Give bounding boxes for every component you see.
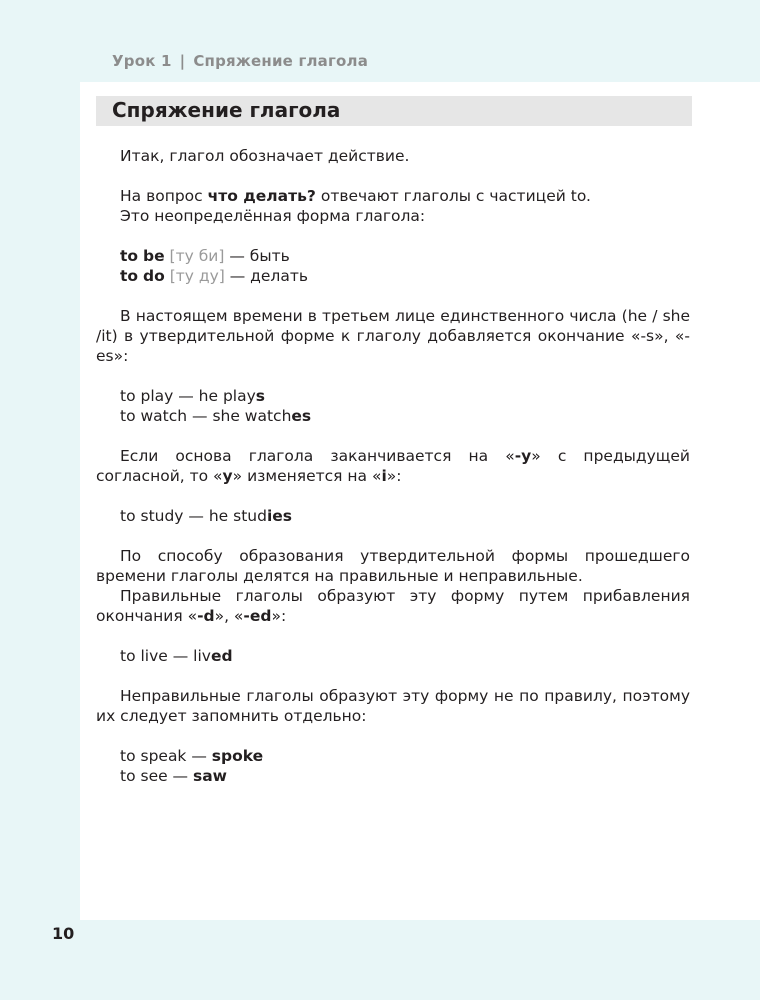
paragraph-question: На вопрос что делать? отвечают глаголы с частицей to. [120,187,591,205]
page-number: 10 [52,924,75,943]
lesson-topic: Спряжение глагола [193,52,369,70]
lesson-number: Урок 1 [112,52,172,70]
example-study: to study — he studies [120,507,292,525]
example-live: to live — lived [120,647,233,665]
paragraph-y-rule: Если основа глагола заканчивается на «-y» с предыдущей согласной, то «y» изменяется на «i»: [96,447,690,485]
section-title: Спряжение глагола [112,98,341,122]
transcription: [ту ду] [169,267,225,285]
example-to-be: to be [ту би] — быть [120,247,290,265]
example-watch: to watch — she watches [120,407,312,425]
page-sheet [80,82,760,920]
paragraph-regular-verbs: Правильные глаголы образуют эту форму путем прибавления окончания «-d», «-ed»: [96,587,690,625]
title-bar [96,96,692,126]
paragraph-infinitive: Это неопределённая форма глагола: [120,207,426,225]
paragraph-third-person: В настоящем времени в третьем лице единственного числа (he / she /it) в утвердительной форме к глаголу добавляется окончание «-s», «-es»: [96,307,690,365]
paragraph-past-tense: По способу образования утвердительной формы прошедшего времени глаголы делятся на правильные и неправильные. [96,547,690,585]
paragraph-irregular-verbs: Неправильные глаголы образуют эту форму не по правилу, поэтому их следует запомнить отдельно: [96,687,690,725]
transcription: [ту би] [169,247,225,265]
example-play: to play — he plays [120,387,265,405]
header-separator: | [179,52,186,70]
example-to-do: to do [ту ду] — делать [120,267,308,285]
lesson-body [96,146,690,786]
running-header [112,52,368,70]
paragraph-intro: Итак, глагол обозначает действие. [120,147,410,165]
example-speak: to speak — spoke [120,747,264,765]
example-see: to see — saw [120,767,228,785]
